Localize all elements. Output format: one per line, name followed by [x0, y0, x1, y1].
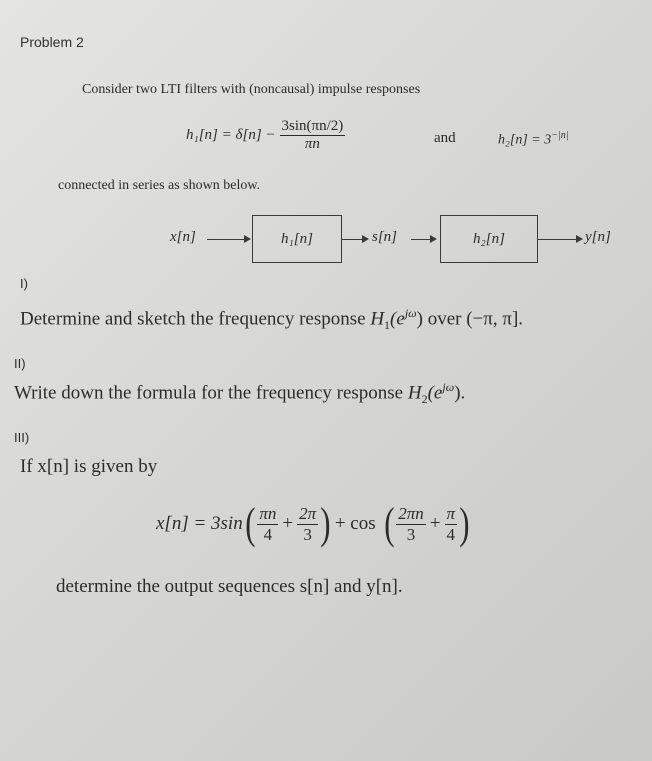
part1-sub: 1: [384, 318, 391, 333]
input-arrow: [244, 235, 251, 243]
h1-denominator: πn: [280, 135, 346, 153]
xn-equation: [156, 496, 472, 552]
part1-arg-sup: jω: [404, 306, 417, 320]
mid-line-2: [411, 239, 431, 240]
part2-arg-sup: jω: [442, 380, 455, 394]
paren-open-1: (: [244, 499, 256, 548]
h2-equation: [498, 130, 568, 149]
part2-arg-base: (e: [427, 382, 443, 404]
block-h2: [440, 215, 538, 263]
part1-arg-end: ): [416, 308, 423, 330]
part1-arg-base: (e: [390, 308, 405, 330]
paren-open-2: (: [383, 499, 395, 548]
h2-expr: h₂[n] = 3: [498, 132, 552, 148]
block-h1: [252, 215, 342, 263]
h1-equation: [186, 118, 345, 153]
frac3-num: 2πn: [398, 503, 424, 523]
plus-2: +: [429, 513, 441, 534]
part1-text-b: over (−π, π].: [422, 308, 524, 330]
frac4-den: 4: [445, 524, 458, 545]
part2-func: H: [407, 382, 422, 404]
part2-label: II): [14, 356, 26, 371]
paren-close-2: ): [459, 499, 470, 548]
part2-text-a: Write down the formula for the frequency response: [14, 382, 408, 404]
frac-pi-4: [445, 504, 458, 545]
block-h2-label: h₂[n]: [473, 230, 505, 247]
h1-lhs: h₁[n] = δ[n] −: [186, 127, 276, 143]
frac2-den: 3: [297, 524, 318, 545]
frac2-num: 2π: [299, 503, 317, 523]
mid-arrow-2: [430, 235, 437, 243]
xn-lhs: x[n] = 3sin: [156, 513, 243, 534]
h1-fraction: [280, 118, 346, 153]
part1-text-a: Determine and sketch the frequency response: [20, 308, 371, 330]
frac-2pi-3: [297, 504, 318, 545]
frac1-num: πn: [259, 503, 277, 523]
h1-numerator: 3sin(πn/2): [281, 118, 344, 134]
plus-cos: + cos: [334, 513, 376, 534]
plus-1: +: [282, 513, 294, 534]
diagram-output-label: y[n]: [585, 229, 611, 245]
problem-title: Problem 2: [20, 34, 84, 50]
part2-arg-end: ).: [454, 382, 466, 404]
and-word: and: [434, 130, 456, 146]
part1-label: I): [20, 276, 28, 291]
input-line: [207, 239, 245, 240]
output-line: [538, 239, 576, 240]
h2-exponent: −|n|: [551, 130, 569, 141]
frac-2pin-3: [396, 504, 426, 545]
mid-line-1: [342, 239, 362, 240]
frac1-den: 4: [257, 524, 278, 545]
part3-label: III): [14, 430, 30, 445]
mid-arrow-1: [362, 235, 369, 243]
frac4-num: π: [446, 503, 456, 523]
part1-func: H: [370, 308, 385, 330]
part2-text: [14, 380, 465, 407]
part3-text: If x[n] is given by: [20, 456, 158, 477]
series-text: connected in series as shown below.: [58, 178, 261, 193]
block-h1-label: h₁[n]: [281, 230, 313, 247]
frac-pin-4: [257, 504, 278, 545]
part1-text: [20, 306, 523, 333]
conclusion-text: determine the output sequences s[n] and y[n].: [56, 576, 403, 597]
diagram-input-label: x[n]: [170, 229, 196, 245]
frac3-den: 3: [396, 524, 426, 545]
intro-text: Consider two LTI filters with (noncausal) impulse responses: [82, 82, 421, 97]
part2-sub: 2: [421, 392, 428, 407]
paren-close-1: ): [320, 499, 331, 548]
output-arrow: [576, 235, 583, 243]
diagram-mid-label: s[n]: [372, 229, 398, 245]
